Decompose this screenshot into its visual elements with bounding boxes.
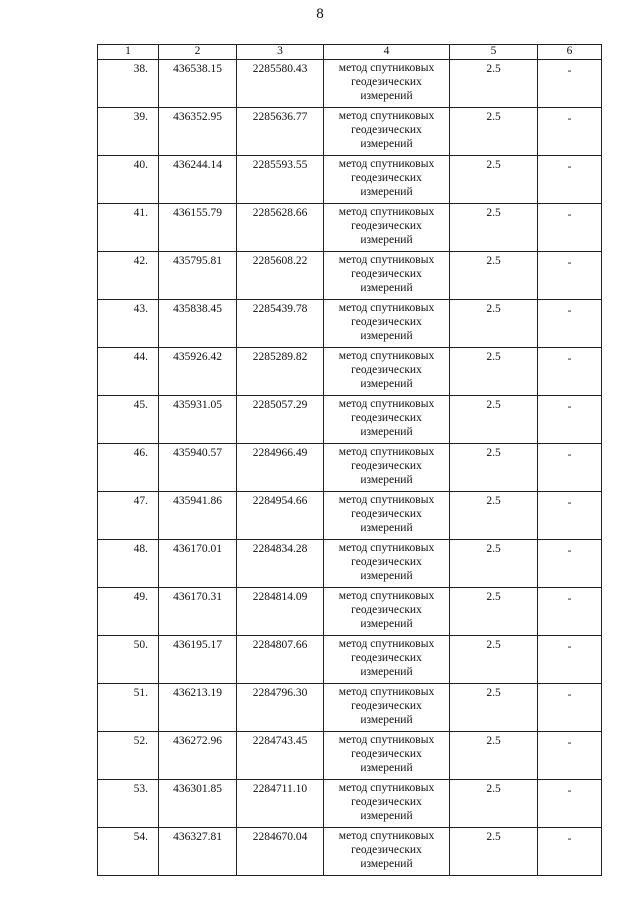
precision-cell: 2.5 bbox=[450, 348, 538, 396]
method-line: измерений bbox=[360, 522, 413, 534]
method-line: геодезических bbox=[351, 412, 422, 424]
point-number-cell: 42. bbox=[98, 252, 159, 300]
y-coordinate-cell: 2284743.45 bbox=[237, 732, 324, 780]
method-line: геодезических bbox=[351, 460, 422, 472]
precision-cell: 2.5 bbox=[450, 588, 538, 636]
table-row bbox=[98, 156, 602, 204]
precision-cell: 2.5 bbox=[450, 156, 538, 204]
method-line: метод спутниковых bbox=[338, 398, 435, 410]
y-coordinate-cell: 2284711.10 bbox=[237, 780, 324, 828]
precision-cell: 2.5 bbox=[450, 204, 538, 252]
extra-cell: - bbox=[538, 492, 602, 540]
x-coordinate-cell: 436155.79 bbox=[159, 204, 237, 252]
y-coordinate-cell: 2284954.66 bbox=[237, 492, 324, 540]
method-line: геодезических bbox=[351, 508, 422, 520]
method-line: измерений bbox=[360, 714, 413, 726]
method-line: геодезических bbox=[351, 844, 422, 856]
method-cell bbox=[324, 540, 450, 588]
method-line: метод спутниковых bbox=[338, 686, 435, 698]
precision-cell: 2.5 bbox=[450, 60, 538, 108]
point-number-cell: 52. bbox=[98, 732, 159, 780]
method-line: метод спутниковых bbox=[338, 494, 435, 506]
method-line: измерений bbox=[360, 282, 413, 294]
method-line: метод спутниковых bbox=[338, 542, 435, 554]
method-line: метод спутниковых bbox=[338, 782, 435, 794]
method-cell bbox=[324, 252, 450, 300]
column-header: 1 bbox=[98, 45, 159, 60]
method-cell bbox=[324, 684, 450, 732]
table-row bbox=[98, 348, 602, 396]
table-row bbox=[98, 252, 602, 300]
method-cell bbox=[324, 828, 450, 876]
table-row bbox=[98, 444, 602, 492]
column-header: 5 bbox=[450, 45, 538, 60]
point-number-cell: 54. bbox=[98, 828, 159, 876]
method-line: метод спутниковых bbox=[338, 206, 435, 218]
method-line: метод спутниковых bbox=[338, 830, 435, 842]
y-coordinate-cell: 2284834.28 bbox=[237, 540, 324, 588]
point-number-cell: 38. bbox=[98, 60, 159, 108]
extra-cell: - bbox=[538, 780, 602, 828]
method-line: измерений bbox=[360, 90, 413, 102]
x-coordinate-cell: 436538.15 bbox=[159, 60, 237, 108]
method-line: геодезических bbox=[351, 316, 422, 328]
method-line: измерений bbox=[360, 570, 413, 582]
y-coordinate-cell: 2284796.30 bbox=[237, 684, 324, 732]
point-number-cell: 53. bbox=[98, 780, 159, 828]
method-cell bbox=[324, 156, 450, 204]
method-cell bbox=[324, 396, 450, 444]
extra-cell: - bbox=[538, 108, 602, 156]
point-number-cell: 49. bbox=[98, 588, 159, 636]
method-cell bbox=[324, 108, 450, 156]
x-coordinate-cell: 436244.14 bbox=[159, 156, 237, 204]
y-coordinate-cell: 2285439.78 bbox=[237, 300, 324, 348]
precision-cell: 2.5 bbox=[450, 492, 538, 540]
table-row bbox=[98, 540, 602, 588]
method-line: измерений bbox=[360, 618, 413, 630]
extra-cell: - bbox=[538, 444, 602, 492]
method-line: геодезических bbox=[351, 172, 422, 184]
method-cell bbox=[324, 732, 450, 780]
x-coordinate-cell: 436170.31 bbox=[159, 588, 237, 636]
x-coordinate-cell: 436272.96 bbox=[159, 732, 237, 780]
method-line: измерений bbox=[360, 474, 413, 486]
method-cell bbox=[324, 348, 450, 396]
method-line: измерений bbox=[360, 378, 413, 390]
precision-cell: 2.5 bbox=[450, 300, 538, 348]
table-row bbox=[98, 300, 602, 348]
precision-cell: 2.5 bbox=[450, 732, 538, 780]
x-coordinate-cell: 435931.05 bbox=[159, 396, 237, 444]
y-coordinate-cell: 2285636.77 bbox=[237, 108, 324, 156]
extra-cell: - bbox=[538, 588, 602, 636]
method-line: измерений bbox=[360, 858, 413, 870]
method-line: метод спутниковых bbox=[338, 590, 435, 602]
method-line: геодезических bbox=[351, 364, 422, 376]
x-coordinate-cell: 436195.17 bbox=[159, 636, 237, 684]
method-line: измерений bbox=[360, 138, 413, 150]
column-header: 3 bbox=[237, 45, 324, 60]
extra-cell: - bbox=[538, 204, 602, 252]
method-line: геодезических bbox=[351, 748, 422, 760]
extra-cell: - bbox=[538, 732, 602, 780]
method-cell bbox=[324, 300, 450, 348]
method-line: измерений bbox=[360, 762, 413, 774]
table-row bbox=[98, 492, 602, 540]
method-cell bbox=[324, 204, 450, 252]
method-line: измерений bbox=[360, 330, 413, 342]
method-line: метод спутниковых bbox=[338, 638, 435, 650]
method-line: метод спутниковых bbox=[338, 110, 435, 122]
method-line: геодезических bbox=[351, 268, 422, 280]
precision-cell: 2.5 bbox=[450, 108, 538, 156]
x-coordinate-cell: 436170.01 bbox=[159, 540, 237, 588]
method-line: метод спутниковых bbox=[338, 62, 435, 74]
x-coordinate-cell: 435926.42 bbox=[159, 348, 237, 396]
y-coordinate-cell: 2284807.66 bbox=[237, 636, 324, 684]
x-coordinate-cell: 436327.81 bbox=[159, 828, 237, 876]
coordinates-table bbox=[97, 44, 602, 876]
column-header: 6 bbox=[538, 45, 602, 60]
y-coordinate-cell: 2285608.22 bbox=[237, 252, 324, 300]
extra-cell: - bbox=[538, 60, 602, 108]
method-line: метод спутниковых bbox=[338, 254, 435, 266]
precision-cell: 2.5 bbox=[450, 780, 538, 828]
table-row bbox=[98, 204, 602, 252]
table-row bbox=[98, 684, 602, 732]
extra-cell: - bbox=[538, 828, 602, 876]
y-coordinate-cell: 2284814.09 bbox=[237, 588, 324, 636]
method-line: геодезических bbox=[351, 652, 422, 664]
method-line: метод спутниковых bbox=[338, 734, 435, 746]
x-coordinate-cell: 435940.57 bbox=[159, 444, 237, 492]
y-coordinate-cell: 2285057.29 bbox=[237, 396, 324, 444]
point-number-cell: 51. bbox=[98, 684, 159, 732]
precision-cell: 2.5 bbox=[450, 252, 538, 300]
method-line: геодезических bbox=[351, 220, 422, 232]
method-cell bbox=[324, 636, 450, 684]
precision-cell: 2.5 bbox=[450, 396, 538, 444]
y-coordinate-cell: 2285580.43 bbox=[237, 60, 324, 108]
x-coordinate-cell: 436301.85 bbox=[159, 780, 237, 828]
point-number-cell: 39. bbox=[98, 108, 159, 156]
point-number-cell: 45. bbox=[98, 396, 159, 444]
x-coordinate-cell: 436213.19 bbox=[159, 684, 237, 732]
point-number-cell: 47. bbox=[98, 492, 159, 540]
point-number-cell: 50. bbox=[98, 636, 159, 684]
point-number-cell: 41. bbox=[98, 204, 159, 252]
x-coordinate-cell: 435795.81 bbox=[159, 252, 237, 300]
method-line: измерений bbox=[360, 810, 413, 822]
extra-cell: - bbox=[538, 156, 602, 204]
precision-cell: 2.5 bbox=[450, 444, 538, 492]
method-line: геодезических bbox=[351, 796, 422, 808]
y-coordinate-cell: 2285628.66 bbox=[237, 204, 324, 252]
extra-cell: - bbox=[538, 300, 602, 348]
extra-cell: - bbox=[538, 348, 602, 396]
y-coordinate-cell: 2284966.49 bbox=[237, 444, 324, 492]
method-cell bbox=[324, 780, 450, 828]
method-line: измерений bbox=[360, 186, 413, 198]
table-row bbox=[98, 732, 602, 780]
table-row bbox=[98, 636, 602, 684]
x-coordinate-cell: 435941.86 bbox=[159, 492, 237, 540]
table-row bbox=[98, 60, 602, 108]
method-line: метод спутниковых bbox=[338, 302, 435, 314]
column-header: 4 bbox=[324, 45, 450, 60]
table-row bbox=[98, 780, 602, 828]
method-line: измерений bbox=[360, 426, 413, 438]
method-line: метод спутниковых bbox=[338, 158, 435, 170]
method-cell bbox=[324, 492, 450, 540]
method-line: геодезических bbox=[351, 556, 422, 568]
extra-cell: - bbox=[538, 684, 602, 732]
method-line: измерений bbox=[360, 234, 413, 246]
table-row bbox=[98, 396, 602, 444]
method-line: измерений bbox=[360, 666, 413, 678]
table-row bbox=[98, 828, 602, 876]
x-coordinate-cell: 436352.95 bbox=[159, 108, 237, 156]
point-number-cell: 48. bbox=[98, 540, 159, 588]
column-header: 2 bbox=[159, 45, 237, 60]
page-number: 8 bbox=[316, 6, 324, 22]
precision-cell: 2.5 bbox=[450, 684, 538, 732]
method-cell bbox=[324, 444, 450, 492]
precision-cell: 2.5 bbox=[450, 540, 538, 588]
table-row bbox=[98, 588, 602, 636]
precision-cell: 2.5 bbox=[450, 636, 538, 684]
extra-cell: - bbox=[538, 252, 602, 300]
table-header-row bbox=[98, 45, 602, 60]
method-line: геодезических bbox=[351, 76, 422, 88]
table-row bbox=[98, 108, 602, 156]
method-line: метод спутниковых bbox=[338, 350, 435, 362]
method-cell bbox=[324, 60, 450, 108]
point-number-cell: 44. bbox=[98, 348, 159, 396]
extra-cell: - bbox=[538, 636, 602, 684]
precision-cell: 2.5 bbox=[450, 828, 538, 876]
y-coordinate-cell: 2285593.55 bbox=[237, 156, 324, 204]
method-cell bbox=[324, 588, 450, 636]
point-number-cell: 46. bbox=[98, 444, 159, 492]
y-coordinate-cell: 2285289.82 bbox=[237, 348, 324, 396]
method-line: геодезических bbox=[351, 124, 422, 136]
extra-cell: - bbox=[538, 540, 602, 588]
extra-cell: - bbox=[538, 396, 602, 444]
method-line: метод спутниковых bbox=[338, 446, 435, 458]
method-line: геодезических bbox=[351, 604, 422, 616]
x-coordinate-cell: 435838.45 bbox=[159, 300, 237, 348]
method-line: геодезических bbox=[351, 700, 422, 712]
point-number-cell: 43. bbox=[98, 300, 159, 348]
y-coordinate-cell: 2284670.04 bbox=[237, 828, 324, 876]
table-body bbox=[98, 45, 602, 876]
point-number-cell: 40. bbox=[98, 156, 159, 204]
